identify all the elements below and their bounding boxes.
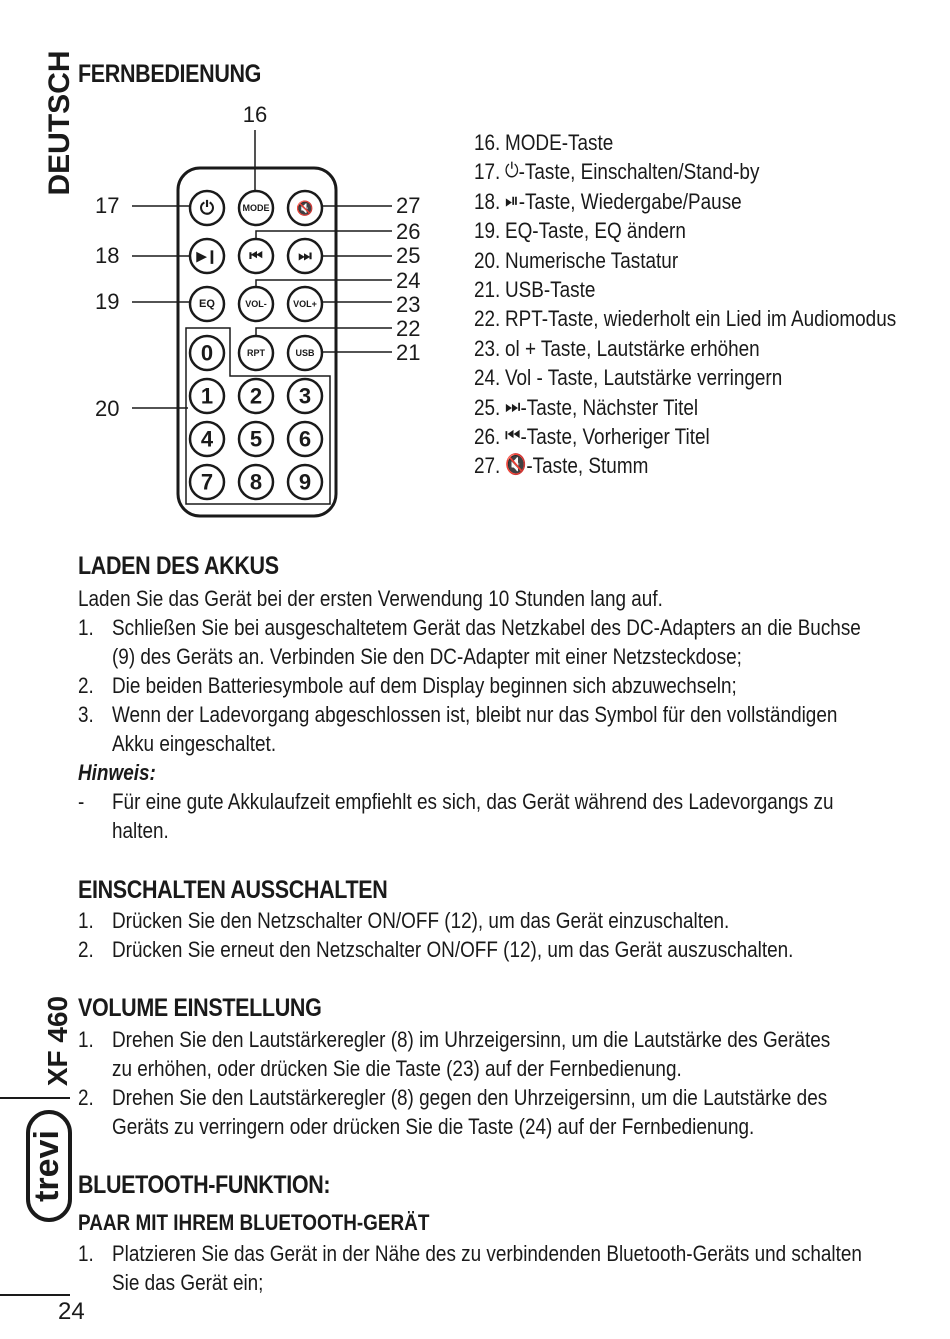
mute-icon: 🔇 [296,200,314,216]
digit-9-label: 9 [298,469,312,495]
usb-label: USB [295,348,315,358]
play-pause-icon: ⏯ [504,189,519,212]
volume-title: VOLUME EINSTELLUNG [78,994,322,1022]
play-pause-icon: ▶❙ [196,248,218,264]
bluetooth-title: BLUETOOTH-FUNKTION: [78,1171,331,1199]
digit-4-label: 4 [200,426,214,452]
legend-item-16: 16. MODE-Taste [474,130,614,155]
legend-item-17: 17. ⏻ -Taste, Einschalten/Stand-by [474,157,896,186]
callout-17: 17 [95,193,120,218]
model-tab [36,996,80,1086]
note-label: Hinweis: [78,760,156,785]
callout-26: 26 [396,219,421,244]
list-item: 1. Schließen Sie bei ausgeschaltetem Gerät das Netzkabel des DC-Adapters an die Buchse (9) des Geräts an. Verbinden Sie den DC-Adapter mit einer Netzsteckdose; [78,615,861,669]
remote-diagram [90,100,430,530]
next-icon: ⏭ [504,395,521,418]
digit-2-label: 2 [249,383,263,409]
list-item: 1. Platzieren Sie das Gerät in der Nähe des zu verbindenden Bluetooth-Geräts und schalten Sie das Gerät ein; [78,1241,862,1295]
callout-24: 24 [396,268,421,293]
legend-item-25: 25. ⏭ -Taste, Nächster Titel [474,393,896,422]
list-item: 3. Wenn der Ladevorgang abgeschlossen ist, bleibt nur das Symbol für den vollständigen Akku eingeschaltet. [78,702,838,756]
legend-item-21: 21. USB-Taste [474,276,596,302]
sidebar-rule-top [0,1097,70,1099]
volume-section [78,1025,908,1141]
power-icon: ⏻ [199,198,215,218]
prev-icon: ⏮ [504,424,521,447]
page-number: 24 [58,1298,85,1325]
digit-1-label: 1 [200,383,214,409]
list-item: 1. Drehen Sie den Lautstärkeregler (8) im Uhrzeigersinn, um die Lautstärke des Gerätes zu erhöhen, oder drücken Sie die Taste (23) auf der Fernbedienung. [78,1027,831,1081]
callout-23: 23 [396,292,421,317]
next-icon: ⏭ [298,247,312,265]
callout-21: 21 [396,340,421,365]
digit-0-label: 0 [200,340,214,366]
remote-title: FERNBEDIENUNG [78,60,262,88]
list-item: 1. Drücken Sie den Netzschalter ON/OFF (12), um das Gerät einzuschalten. [78,908,730,933]
power-icon: ⏻ [504,160,519,183]
legend-item-19: 19. EQ-Taste, EQ ändern [474,218,686,244]
vol-minus-label: VOL- [245,299,267,309]
callout-22: 22 [396,316,421,341]
eq-label: EQ [199,298,215,310]
sidebar-rule-bottom [0,1294,70,1296]
callout-18: 18 [95,243,120,268]
note-item: - Für eine gute Akkulaufzeit empfiehlt es sich, das Gerät während des Ladevorgangs zu halten. [78,789,834,843]
rpt-label: RPT [247,348,265,358]
digit-3-label: 3 [298,383,312,409]
bluetooth-section [78,1239,908,1297]
bluetooth-subtitle: PAAR MIT IHREM BLUETOOTH-GERÄT [78,1210,430,1235]
language-tab [38,50,82,196]
legend-item-22: 22. RPT-Taste, wiederholt ein Lied im Audiomodus [474,306,897,332]
legend-item-26: 26. ⏮ -Taste, Vorheriger Titel [474,422,896,451]
callout-19: 19 [95,289,120,314]
callout-16: 16 [242,102,268,127]
charging-section [78,584,908,845]
legend-item-20: 20. Numerische Tastatur [474,247,679,273]
charging-title: LADEN DES AKKUS [78,552,279,580]
power-section [78,906,908,964]
power-title: EINSCHALTEN AUSSCHALTEN [78,876,388,904]
prev-icon: ⏮ [249,247,263,265]
digit-8-label: 8 [249,469,263,495]
digit-7-label: 7 [200,469,214,495]
mode-label: MODE [242,203,270,213]
digit-6-label: 6 [298,426,312,452]
remote-legend [474,128,950,481]
callout-25: 25 [396,243,421,268]
mute-icon: 🔇 [504,454,527,477]
list-item: 2. Die beiden Batteriesymbole auf dem Display beginnen sich abzuwechseln; [78,673,737,698]
callout-27: 27 [396,193,421,218]
legend-item-27: 27. 🔇 -Taste, Stumm [474,451,896,480]
trevi-logo [24,1110,74,1222]
callout-20: 20 [95,396,120,421]
vol-plus-label: VOL+ [293,299,317,309]
logo-text: trevi [27,1130,66,1202]
model-label: XF 460 [42,995,73,1087]
digit-5-label: 5 [249,426,263,452]
legend-item-23: 23. ol + Taste, Lautstärke erhöhen [474,335,760,361]
list-item: 2. Drehen Sie den Lautstärkeregler (8) gegen den Uhrzeigersinn, um die Lautstärke des Geräts zu verringern oder drücken Sie die Taste (24) auf der Fernbedienung. [78,1085,828,1139]
legend-item-18: 18. ⏯ -Taste, Wiedergabe/Pause [474,187,896,216]
legend-item-24: 24. Vol - Taste, Lautstärke verringern [474,365,783,391]
charging-intro: Laden Sie das Gerät bei der ersten Verwendung 10 Stunden lang auf. [78,586,663,611]
list-item: 2. Drücken Sie erneut den Netzschalter ON/OFF (12), um das Gerät auszuschalten. [78,937,794,962]
language-label: DEUTSCH [43,50,76,196]
